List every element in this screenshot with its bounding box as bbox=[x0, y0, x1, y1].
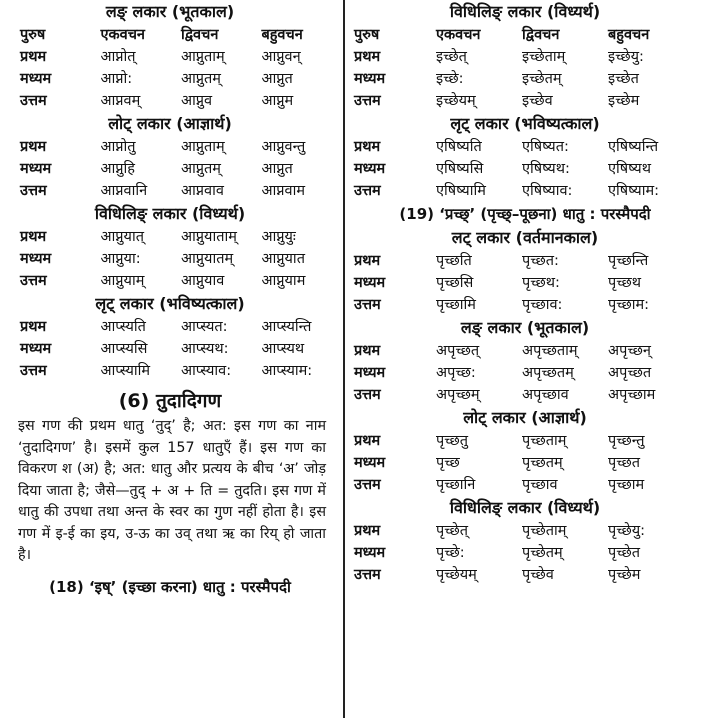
form-cell: आप्नुतम् bbox=[180, 161, 221, 177]
form-cell: पृच्छानि bbox=[436, 477, 476, 493]
person-cell: प्रथम bbox=[354, 343, 381, 359]
table-row bbox=[348, 158, 702, 180]
table-row bbox=[0, 90, 340, 112]
form-cell: पृच्छामि bbox=[436, 297, 476, 313]
form-cell: पृच्छथ bbox=[608, 275, 642, 291]
person-cell: मध्यम bbox=[20, 161, 52, 177]
header-ekavachan: एकवचन bbox=[436, 27, 481, 43]
form-cell: आप्नुयाम् bbox=[100, 273, 145, 289]
person-cell: उत्तम bbox=[20, 93, 47, 109]
form-cell: पृच्छेत bbox=[608, 545, 641, 561]
form-cell: इच्छेव bbox=[522, 93, 553, 109]
person-cell: प्रथम bbox=[20, 49, 47, 65]
table-row bbox=[0, 136, 340, 158]
form-cell: आप्नुत bbox=[261, 71, 293, 87]
form-cell: एषिष्यन्ति bbox=[608, 139, 659, 155]
form-cell: आप्नुताम् bbox=[180, 49, 225, 65]
form-cell: पृच्छत bbox=[608, 455, 641, 471]
column-divider bbox=[343, 0, 345, 718]
form-cell: अपृच्छत bbox=[608, 365, 652, 381]
header-row bbox=[0, 24, 340, 46]
lot-heading: लोट् लकार (आज्ञार्थ) bbox=[108, 114, 232, 133]
form-cell: एषिष्याम: bbox=[608, 183, 660, 199]
header-purush: पुरुष bbox=[20, 27, 46, 43]
form-cell: एषिष्यामि bbox=[436, 183, 486, 199]
header-bahuvachan: बहुवचन bbox=[261, 27, 303, 43]
form-cell: पृच्छेतम् bbox=[522, 545, 563, 561]
table-row bbox=[348, 542, 702, 564]
form-cell: पृच्छाव bbox=[522, 477, 558, 493]
form-cell: अपृच्छ: bbox=[436, 365, 476, 381]
table-row bbox=[348, 384, 702, 406]
table-row bbox=[348, 452, 702, 474]
spacer bbox=[0, 567, 340, 575]
table-row bbox=[0, 270, 340, 292]
form-cell: अपृच्छन् bbox=[608, 343, 651, 359]
vidhi-heading: विधिलिङ् लकार (विध्यर्थ) bbox=[449, 2, 601, 21]
form-cell: आप्नोतु bbox=[100, 139, 136, 155]
form-cell: पृच्छेयु: bbox=[608, 523, 646, 539]
lang-table bbox=[348, 340, 702, 406]
form-cell: आप्नुयुः bbox=[261, 229, 296, 245]
form-cell: इच्छेयु: bbox=[608, 49, 644, 65]
lang-table bbox=[0, 46, 340, 112]
form-cell: एषिष्यति bbox=[436, 139, 482, 155]
form-cell: आप्नुयाव bbox=[180, 273, 225, 289]
form-cell: पृच्छताम् bbox=[522, 433, 567, 449]
person-cell: प्रथम bbox=[354, 139, 381, 155]
table-row bbox=[348, 136, 702, 158]
table-row bbox=[348, 340, 702, 362]
table-row bbox=[0, 158, 340, 180]
form-cell: पृच्छाम bbox=[608, 477, 645, 493]
form-cell: पृच्छेत् bbox=[436, 523, 469, 539]
table-row bbox=[0, 226, 340, 248]
dhatu-19-heading: (19) ‘प्रच्छ्’ (पृच्छ्–पूछना) धातु : परस्मैपदी bbox=[399, 205, 651, 223]
table-row bbox=[348, 520, 702, 542]
table-row bbox=[348, 294, 702, 316]
person-cell: उत्तम bbox=[354, 183, 381, 199]
person-cell: प्रथम bbox=[20, 139, 47, 155]
lrit-table bbox=[348, 136, 702, 202]
lrit-heading: लृट् लकार (भविष्यत्काल) bbox=[95, 294, 245, 313]
table-row bbox=[0, 338, 340, 360]
form-cell: आप्स्याव: bbox=[180, 363, 232, 379]
form-cell: आप्नवाम bbox=[261, 183, 306, 199]
form-cell: पृच्छेव bbox=[522, 567, 554, 583]
form-cell: आप्नुताम् bbox=[180, 139, 225, 155]
person-cell: मध्यम bbox=[20, 251, 52, 267]
vidhi2-heading: विधिलिङ् लकार (विध्यर्थ) bbox=[449, 498, 601, 517]
header-row bbox=[348, 24, 702, 46]
table-row bbox=[348, 180, 702, 202]
person-cell: उत्तम bbox=[354, 477, 381, 493]
form-cell: पृच्छति bbox=[436, 253, 472, 269]
person-cell: मध्यम bbox=[354, 275, 386, 291]
table-row bbox=[348, 564, 702, 586]
form-cell: आप्नुयात् bbox=[100, 229, 144, 245]
form-cell: एषिष्यसि bbox=[436, 161, 484, 177]
person-cell: प्रथम bbox=[354, 253, 381, 269]
gana-title: (6) तुदादिगण bbox=[118, 390, 222, 412]
form-cell: पृच्छे: bbox=[436, 545, 465, 561]
form-cell: एषिष्यथ bbox=[608, 161, 651, 177]
form-cell: आप्नवाव bbox=[180, 183, 224, 199]
form-cell: आप्स्यसि bbox=[100, 341, 148, 357]
form-cell: आप्नोत् bbox=[100, 49, 136, 65]
form-cell: आप्स्यति bbox=[100, 319, 146, 335]
table-row bbox=[0, 316, 340, 338]
form-cell: आप्नुम bbox=[261, 93, 294, 109]
lang-heading: लङ् लकार (भूतकाल) bbox=[460, 318, 590, 337]
form-cell: आप्स्यथ bbox=[261, 341, 305, 357]
form-cell: आप्नुहि bbox=[100, 161, 136, 177]
form-cell: अपृच्छताम् bbox=[522, 343, 578, 359]
person-cell: प्रथम bbox=[20, 229, 47, 245]
form-cell: अपृच्छम् bbox=[436, 387, 480, 403]
form-cell: एषिष्यथ: bbox=[522, 161, 570, 177]
form-cell: आप्स्यामि bbox=[100, 363, 151, 379]
form-cell: अपृच्छाव bbox=[522, 387, 569, 403]
table-row bbox=[348, 362, 702, 384]
form-cell: आप्स्यत: bbox=[180, 319, 228, 335]
form-cell: आप्नुयात bbox=[261, 251, 305, 267]
person-cell: उत्तम bbox=[354, 387, 381, 403]
form-cell: अपृच्छाम bbox=[608, 387, 656, 403]
form-cell: इच्छेतम् bbox=[522, 71, 562, 87]
vidhi-table bbox=[348, 46, 702, 112]
table-row bbox=[348, 90, 702, 112]
lrit-heading: लृट् लकार (भविष्यत्काल) bbox=[450, 114, 600, 133]
person-cell: प्रथम bbox=[354, 523, 381, 539]
lot-heading: लोट् लकार (आज्ञार्थ) bbox=[463, 408, 587, 427]
form-cell: पृच्छसि bbox=[436, 275, 474, 291]
form-cell: पृच्छाव: bbox=[522, 297, 563, 313]
form-cell: इच्छेम bbox=[608, 93, 640, 109]
form-cell: पृच्छतु bbox=[436, 433, 469, 449]
form-cell: आप्नवानि bbox=[100, 183, 148, 199]
form-cell: पृच्छतम् bbox=[522, 455, 563, 471]
form-cell: आप्नो: bbox=[100, 71, 133, 87]
form-cell: इच्छेयम् bbox=[436, 93, 476, 109]
header-ekavachan: एकवचन bbox=[100, 27, 145, 43]
form-cell: आप्स्याम: bbox=[261, 363, 313, 379]
table-row bbox=[348, 272, 702, 294]
person-cell: उत्तम bbox=[20, 183, 47, 199]
form-cell: इच्छेत् bbox=[436, 49, 467, 65]
person-cell: प्रथम bbox=[354, 433, 381, 449]
form-cell: एषिष्यत: bbox=[522, 139, 569, 155]
header-bahuvachan: बहुवचन bbox=[608, 27, 650, 43]
form-cell: इच्छेत bbox=[608, 71, 639, 87]
person-cell: मध्यम bbox=[354, 545, 386, 561]
person-cell: उत्तम bbox=[354, 93, 381, 109]
table-row bbox=[0, 68, 340, 90]
form-cell: पृच्छन्ति bbox=[608, 253, 649, 269]
right-column bbox=[348, 0, 702, 586]
vidhi-table bbox=[0, 226, 340, 292]
table-row bbox=[0, 180, 340, 202]
lat-heading: लट् लकार (वर्तमानकाल) bbox=[451, 228, 599, 247]
lrit-table bbox=[0, 316, 340, 382]
gana-paragraph-text: इस गण की प्रथम धातु ‘तुद्’ है; अत: इस गण का नाम ‘तुदादिगण’ है। इसमें कुल 157 धातुएँ हैं। इस गण का विकरण श (अ) है; अत: धातु और प्रत्यय के बीच ‘अ’ जोड़ दिया जाता है; जैसे—तुद् + अ + ति = तुदति। इस गण में धातु की उपधा तथा अन्त के स्वर का गुण नहीं होता है। इस गण में इ-ई का इय, उ-ऊ का उव् तथा ऋ का रिय् हो जाता है। bbox=[18, 418, 326, 563]
form-cell: आप्नवम् bbox=[100, 93, 141, 109]
person-cell: उत्तम bbox=[20, 273, 47, 289]
form-cell: आप्नुव bbox=[180, 93, 213, 109]
table-row bbox=[0, 46, 340, 68]
form-cell: आप्स्यथ: bbox=[180, 341, 229, 357]
form-cell: अपृच्छत् bbox=[436, 343, 480, 359]
person-cell: मध्यम bbox=[20, 341, 52, 357]
person-cell: मध्यम bbox=[354, 365, 386, 381]
person-cell: मध्यम bbox=[354, 71, 386, 87]
lat-table bbox=[348, 250, 702, 316]
form-cell: पृच्छेम bbox=[608, 567, 641, 583]
lang-heading: लङ् लकार (भूतकाल) bbox=[105, 2, 235, 21]
header-dvivachan: द्विवचन bbox=[522, 27, 560, 43]
person-cell: उत्तम bbox=[354, 567, 381, 583]
table-row bbox=[348, 46, 702, 68]
form-cell: आप्नुयाम bbox=[261, 273, 306, 289]
form-cell: पृच्छ bbox=[436, 455, 460, 471]
person-cell: उत्तम bbox=[354, 297, 381, 313]
form-cell: पृच्छाम: bbox=[608, 297, 650, 313]
form-cell: पृच्छथ: bbox=[522, 275, 560, 291]
table-row bbox=[348, 68, 702, 90]
person-cell: उत्तम bbox=[20, 363, 47, 379]
table-row bbox=[0, 360, 340, 382]
vidhi2-table bbox=[348, 520, 702, 586]
form-cell: पृच्छन्तु bbox=[608, 433, 645, 449]
header-dvivachan: द्विवचन bbox=[180, 27, 219, 43]
form-cell: आप्नुवन् bbox=[261, 49, 301, 65]
person-cell: मध्यम bbox=[354, 455, 386, 471]
lot-table bbox=[348, 430, 702, 496]
vidhi-heading: विधिलिङ् लकार (विध्यर्थ) bbox=[94, 204, 246, 223]
form-cell: आप्नुतम् bbox=[180, 71, 221, 87]
table-row bbox=[348, 250, 702, 272]
table-row bbox=[0, 248, 340, 270]
person-cell: प्रथम bbox=[354, 49, 381, 65]
person-cell: मध्यम bbox=[20, 71, 52, 87]
form-cell: आप्नुवन्तु bbox=[261, 139, 306, 155]
person-cell: प्रथम bbox=[20, 319, 47, 335]
person-cell: मध्यम bbox=[354, 161, 386, 177]
form-cell: आप्नुया: bbox=[100, 251, 141, 267]
form-cell: आप्नुत bbox=[261, 161, 293, 177]
form-cell: पृच्छेताम् bbox=[522, 523, 567, 539]
form-cell: आप्नुयातम् bbox=[180, 251, 234, 267]
form-cell: अपृच्छतम् bbox=[522, 365, 574, 381]
table-row bbox=[348, 430, 702, 452]
left-column bbox=[0, 0, 340, 599]
lot-table bbox=[0, 136, 340, 202]
form-cell: पृच्छत: bbox=[522, 253, 559, 269]
form-cell: आप्स्यन्ति bbox=[261, 319, 312, 335]
form-cell: एषिष्याव: bbox=[522, 183, 573, 199]
form-cell: इच्छे: bbox=[436, 71, 464, 87]
table-row bbox=[348, 474, 702, 496]
header-purush: पुरुष bbox=[354, 27, 380, 43]
form-cell: इच्छेताम् bbox=[522, 49, 566, 65]
gana-paragraph bbox=[0, 416, 340, 567]
form-cell: आप्नुयाताम् bbox=[180, 229, 237, 245]
dhatu-18-heading: (18) ‘इष्’ (इच्छा करना) धातु : परस्मैपदी bbox=[49, 577, 291, 596]
form-cell: पृच्छेयम् bbox=[436, 567, 477, 583]
